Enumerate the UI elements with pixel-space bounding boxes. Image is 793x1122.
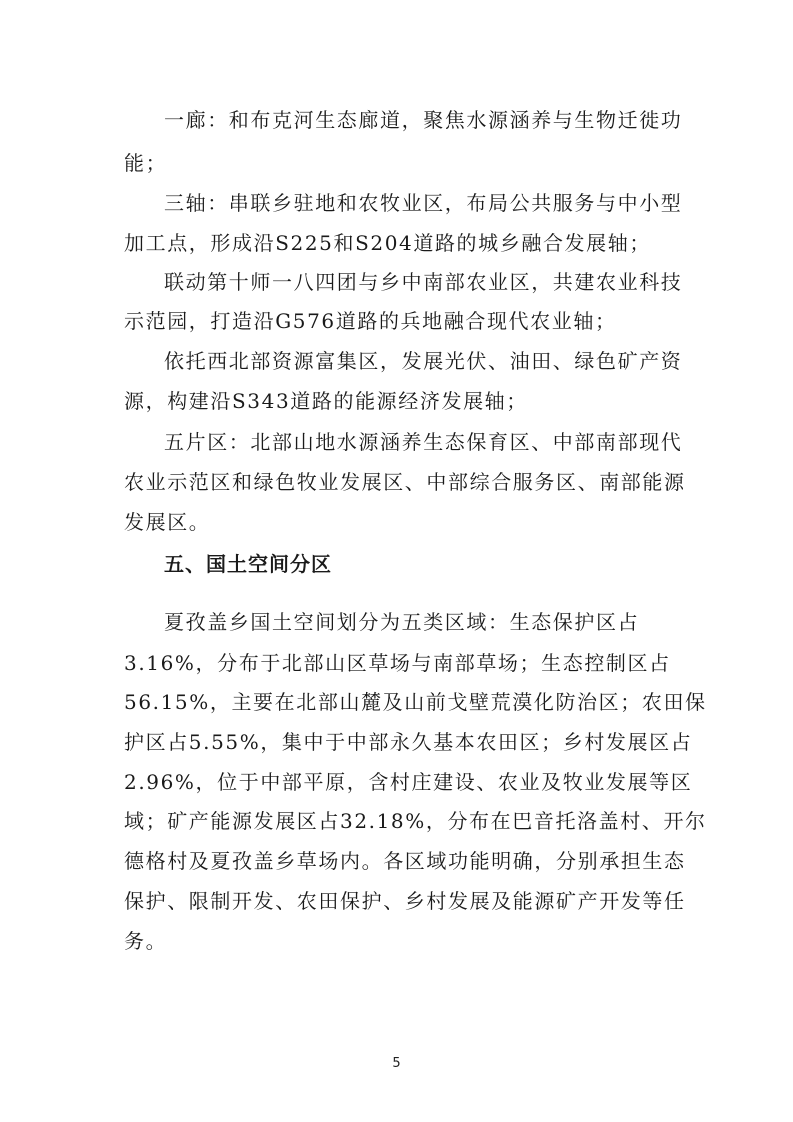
section-body-line-2: 3.16%，分布于北部山区草场与南部草场；生态控制区占 [124, 651, 671, 675]
paragraph-zones-line-2: 农业示范区和绿色牧业发展区、中部综合服务区、南部能源 [124, 470, 686, 494]
paragraph-axis-3-line-1: 依托西北部资源富集区，发展光伏、油田、绿色矿产资 [164, 349, 683, 373]
page-number: 5 [392, 1056, 401, 1071]
paragraph-axis-2-line-1: 联动第十师一八四团与乡中南部农业区，共建农业科技 [164, 270, 683, 294]
paragraph-zones-line-3: 发展区。 [124, 510, 211, 534]
section-body-line-8: 保护、限制开发、农田保护、乡村发展及能源矿产开发等任 [124, 889, 686, 913]
paragraph-axis-1-line-1: 三轴：串联乡驻地和农牧业区，布局公共服务与中小型 [164, 191, 683, 215]
paragraph-axis-2-line-2: 示范园，打造沿G576道路的兵地融合现代农业轴； [124, 309, 617, 333]
section-body-line-3: 56.15%，主要在北部山麓及山前戈壁荒漠化防治区；农田保 [124, 690, 707, 714]
paragraph-zones-line-1: 五片区：北部山地水源涵养生态保育区、中部南部现代 [164, 430, 683, 454]
section-heading: 五、国土空间分区 [164, 552, 332, 576]
section-body-line-6: 域；矿产能源发展区占32.18%，分布在巴音托洛盖村、开尔 [124, 809, 707, 833]
paragraph-axis-1-line-2: 加工点，形成沿S225和S204道路的城乡融合发展轴； [124, 231, 651, 255]
paragraph-corridor-line-1: 一廊：和布克河生态廊道，聚焦水源涵养与生物迁徙功 [164, 108, 683, 132]
section-body-line-4: 护区占5.55%，集中于中部永久基本农田区；乡村发展区占 [124, 730, 693, 754]
section-body-line-1: 夏孜盖乡国土空间划分为五类区域：生态保护区占 [164, 610, 640, 634]
section-body-line-7: 德格村及夏孜盖乡草场内。各区域功能明确，分别承担生态 [124, 849, 686, 873]
section-body-line-5: 2.96%，位于中部平原，含村庄建设、农业及牧业发展等区 [124, 770, 693, 794]
paragraph-corridor-line-2: 能； [124, 151, 168, 175]
paragraph-axis-3-line-2: 源，构建沿S343道路的能源经济发展轴； [124, 389, 528, 413]
section-body-line-9: 务。 [124, 929, 168, 953]
